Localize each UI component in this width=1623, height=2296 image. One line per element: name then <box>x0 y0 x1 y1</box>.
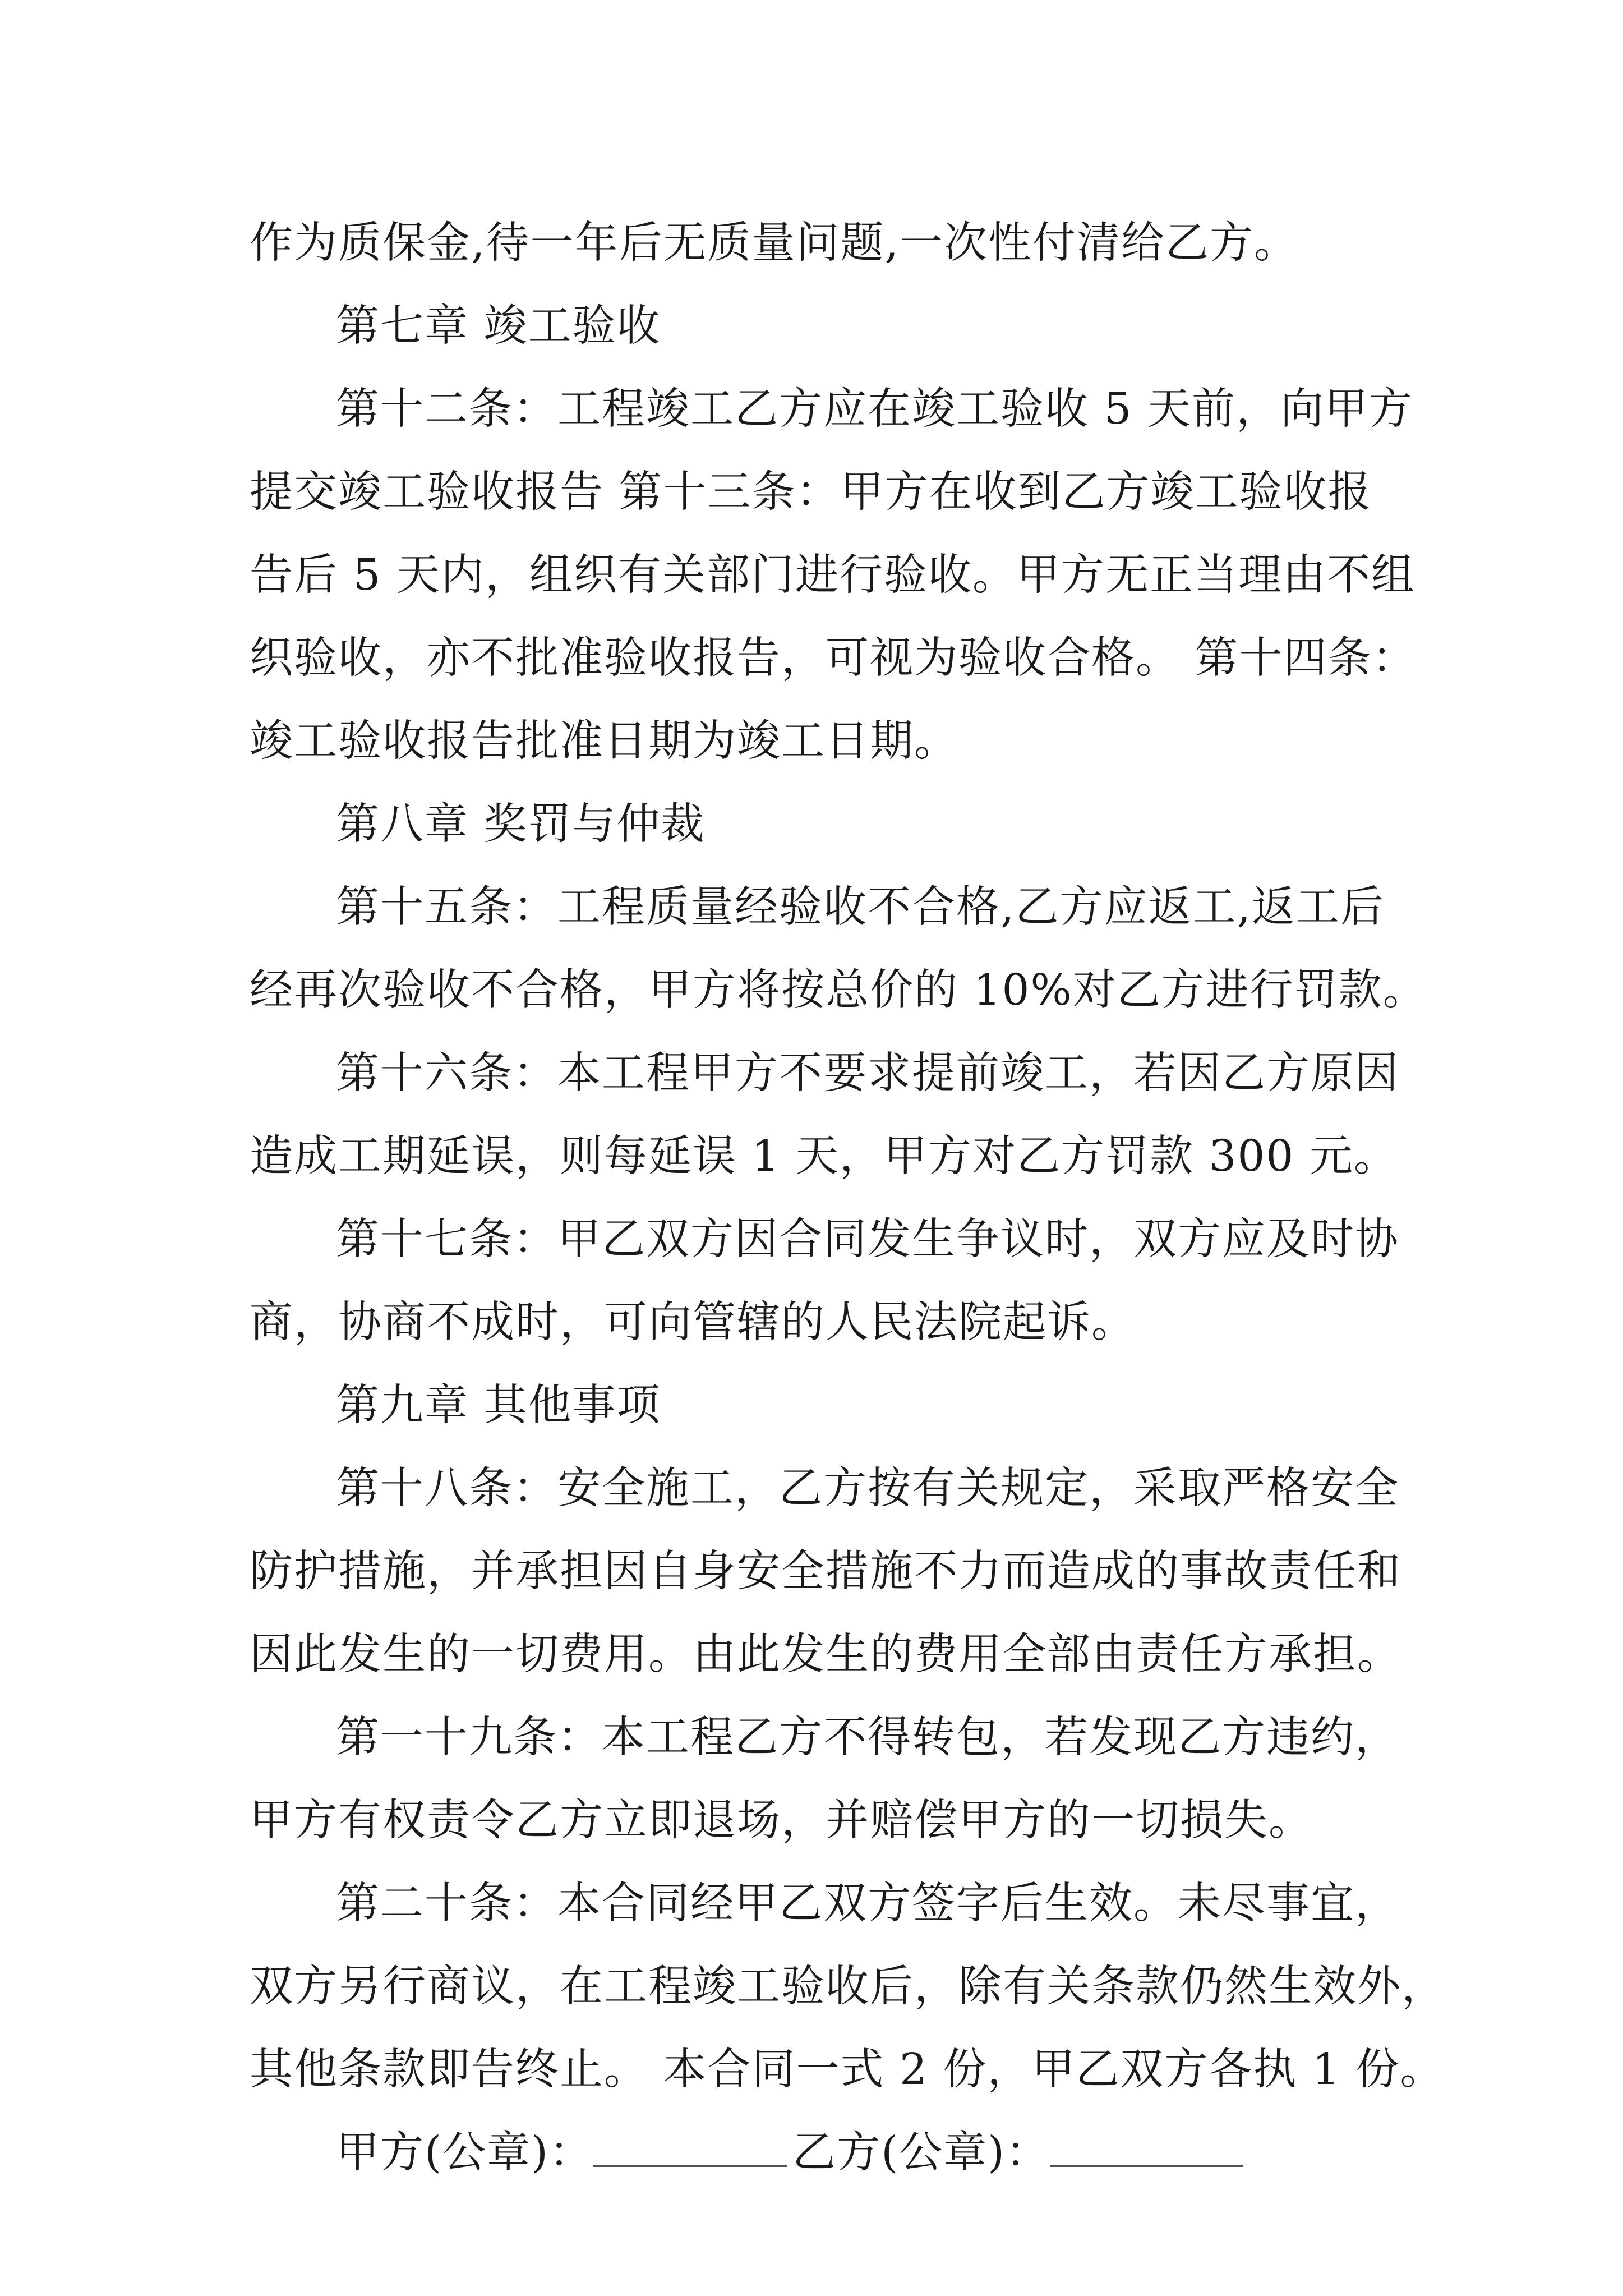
text-line: 双方另行商议，在工程竣工验收后，除有关条款仍然生效外， <box>250 1962 1446 2012</box>
party-a-seal-label: 甲方(公章)： <box>336 2128 594 2178</box>
text-line: 第十六条：本工程甲方不要求提前竣工，若因乙方原因 <box>336 1048 1399 1098</box>
text-line: 第十八条：安全施工，乙方按有关规定，采取严格安全 <box>336 1464 1399 1513</box>
signature-row <box>250 2111 1388 2194</box>
text-line: 织验收，亦不批准验收报告，可视为验收合格。 第十四条： <box>250 633 1417 683</box>
document-body <box>250 202 1446 2194</box>
text-line: 第十七条：甲乙双方因合同发生争议时，双方应及时协 <box>336 1214 1399 1264</box>
text-line: 第十二条：工程竣工乙方应在竣工验收 5 天前，向甲方 <box>336 384 1413 434</box>
text-line: 商，协商不成时，可向管辖的人民法院起诉。 <box>250 1297 1136 1347</box>
text-line: 第一十九条：本工程乙方不得转包，若发现乙方违约， <box>336 1713 1399 1763</box>
text-line: 第二十条：本合同经甲乙双方签字后生效。未尽事宜， <box>336 1879 1399 1929</box>
text-line: 其他条款即告终止。 本合同一式 2 份，甲乙双方各执 1 份。 <box>250 2045 1445 2095</box>
text-line: 甲方有权责令乙方立即退场，并赔偿甲方的一切损失。 <box>250 1796 1313 1846</box>
text-line: 竣工验收报告批准日期为竣工日期。 <box>250 716 958 766</box>
text-line: 提交竣工验收报告 第十三条：甲方在收到乙方竣工验收报 <box>250 467 1372 517</box>
chapter-heading: 第八章 奖罚与仲裁 <box>336 799 706 849</box>
party-a-signature-blank <box>593 2126 787 2167</box>
chapter-heading: 第七章 竣工验收 <box>336 301 661 351</box>
text-line: 造成工期延误，则每延误 1 天，甲方对乙方罚款 300 元。 <box>250 1131 1398 1181</box>
text-line: 防护措施，并承担因自身安全措施不力而造成的事故责任和 <box>250 1547 1401 1596</box>
text-line: 第十五条：工程质量经验收不合格,乙方应返工,返工后 <box>336 882 1385 932</box>
party-b-seal-label: 乙方(公章)： <box>792 2128 1050 2178</box>
text-line: 告后 5 天内，组织有关部门进行验收。甲方无正当理由不组 <box>250 550 1415 600</box>
chapter-heading: 第九章 其他事项 <box>336 1381 661 1430</box>
text-line: 经再次验收不合格，甲方将按总价的 10%对乙方进行罚款。 <box>250 965 1427 1015</box>
text-line: 作为质保金,待一年后无质量问题,一次性付清给乙方。 <box>250 218 1298 268</box>
text-line: 因此发生的一切费用。由此发生的费用全部由责任方承担。 <box>250 1630 1401 1680</box>
party-b-signature-blank <box>1050 2126 1243 2167</box>
